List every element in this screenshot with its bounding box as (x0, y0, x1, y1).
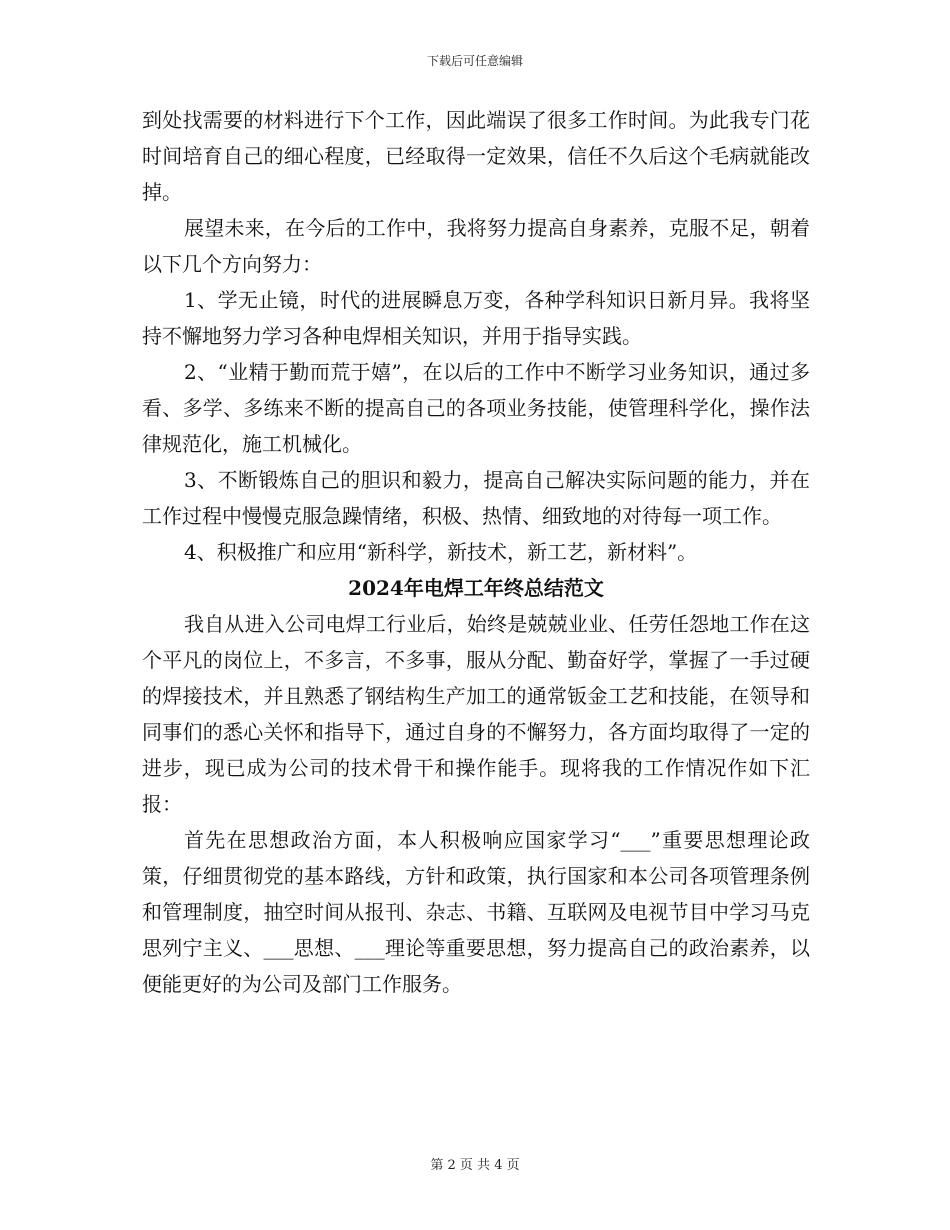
document-body (142, 102, 810, 1002)
list-item: 3、不断锻炼自己的胆识和毅力，提高自己解决实际问题的能力，并在工作过程中慢慢克服急躁情绪，积极、热情、细致地的对待每一项工作。 (142, 468, 810, 528)
section-title: 2024年电焊工年终总结范文 (348, 576, 604, 600)
list-item: 2、“业精于勤而荒于嬉”，在以后的工作中不断学习业务知识，通过多看、多学、多练来不断的提高自己的各项业务技能，使管理科学化，操作法律规范化，施工机械化。 (142, 360, 810, 456)
list-item: 1、学无止镜，时代的进展瞬息万变，各种学科知识日新月异。我将坚持不懈地努力学习各种电焊相关知识，并用于指导实践。 (142, 288, 810, 348)
paragraph-politics: 首先在思想政治方面，本人积极响应国家学习“___”重要思想理论政策，仔细贯彻党的基本路线，方针和政策，执行国家和本公司各项管理条例和管理制度，抽空时间从报刊、杂志、书籍、互联网及电视节目中学习马克思列宁主义、___思想、___理论等重要思想，努力提高自己的政治素养，以便能更好的为公司及部门工作服务。 (142, 828, 810, 996)
paragraph-continued: 到处找需要的材料进行下个工作，因此端误了很多工作时间。为此我专门花时间培育自己的细心程度，已经取得一定效果，信任不久后这个毛病就能改掉。 (142, 108, 810, 204)
page-number: 第 2 页 共 4 页 (430, 1158, 520, 1173)
list-item: 4、积极推广和应用“新科学，新技术，新工艺，新材料”。 (184, 540, 698, 564)
paragraph-outlook: 展望未来，在今后的工作中，我将努力提高自身素养，克服不足，朝着以下几个方向努力： (142, 216, 810, 276)
page-header-note: 下载后可任意编辑 (426, 54, 523, 68)
paragraph-intro: 我自从进入公司电焊工行业后，始终是兢兢业业、任劳任怨地工作在这个平凡的岗位上，不多言，不多事，服从分配、勤奋好学，掌握了一手过硬的焊接技术，并且熟悉了钢结构生产加工的通常钣金工艺和技能，在领导和同事们的悉心关怀和指导下，通过自身的不懈努力，各方面均取得了一定的进步，现已成为公司的技术骨干和操作能手。现将我的工作情况作如下汇报： (142, 612, 810, 816)
